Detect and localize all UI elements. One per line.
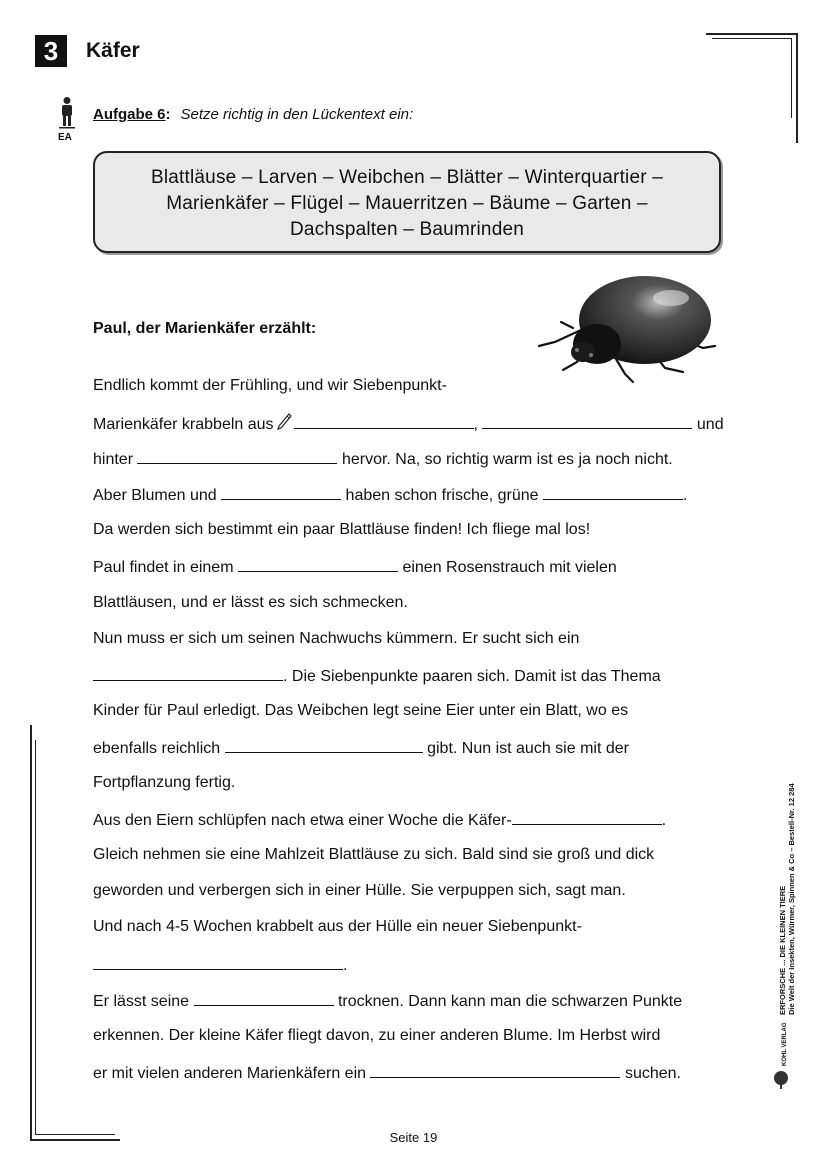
blank-field[interactable] — [370, 1063, 620, 1078]
frame-bottom-left-v1 — [30, 725, 32, 1140]
chapter-number: 3 — [35, 35, 67, 67]
task-instruction: Setze richtig in den Lückentext ein: — [180, 106, 414, 123]
text-segment: Da werden sich bestimmt ein paar Blattläuse finden! Ich fliege mal los! — [93, 521, 591, 538]
text-segment: Endlich kommt der Frühling, und wir Siebenpunkt- — [93, 377, 447, 394]
blank-field[interactable] — [543, 485, 683, 500]
page-number: Seite 19 — [389, 1130, 438, 1145]
text-segment: . — [683, 487, 688, 504]
text-segment: hervor. Na, so richtig warm ist es ja noch nicht. — [341, 451, 673, 468]
text-line — [93, 557, 617, 577]
text-line — [93, 774, 235, 792]
frame-top-right-h1 — [706, 33, 796, 35]
text-segment: . Die Siebenpunkte paaren sich. Damit ist das Thema — [283, 668, 661, 685]
text-line — [93, 521, 590, 539]
text-line — [93, 377, 447, 395]
text-segment: er mit vielen anderen Marienkäfern ein — [93, 1065, 367, 1082]
pencil-icon — [276, 413, 292, 431]
text-segment: hinter — [93, 451, 134, 468]
word-line: Marienkäfer – Flügel – Mauerritzen – Bäume – Garten – — [166, 193, 648, 214]
text-line — [93, 630, 579, 648]
text-line — [93, 702, 628, 720]
text-line — [93, 413, 724, 434]
blank-field[interactable] — [221, 485, 341, 500]
text-segment: geworden und verbergen sich in einer Hülle. Sie verpuppen sich, sagt man. — [93, 882, 626, 899]
text-segment: erkennen. Der kleine Käfer fliegt davon, zu einer anderen Blume. Im Herbst wird — [93, 1027, 661, 1044]
text-segment: Er lässt seine — [93, 993, 190, 1010]
text-line — [93, 991, 682, 1011]
text-segment: Nun muss er sich um seinen Nachwuchs kümmern. Er sucht sich ein — [93, 630, 580, 647]
text-segment: Blattläusen, und er lässt es sich schmecken. — [93, 594, 408, 611]
text-segment: , — [473, 416, 478, 433]
blank-field[interactable] — [512, 810, 662, 825]
person-icon — [58, 96, 76, 132]
text-line — [93, 738, 629, 758]
blank-field[interactable] — [93, 955, 343, 970]
word-line: Blattläuse – Larven – Weibchen – Blätter – Winterquartier – — [150, 167, 664, 188]
text-segment: einen Rosenstrauch mit vielen — [402, 559, 617, 576]
text-line — [93, 918, 582, 936]
side-publisher-info — [778, 715, 796, 1015]
text-segment: suchen. — [624, 1065, 681, 1082]
text-segment: . — [661, 812, 667, 829]
text-line — [93, 594, 408, 612]
text-segment: ebenfalls reichlich — [93, 740, 221, 757]
text-segment: Marienkäfer krabbeln aus — [93, 416, 274, 433]
beetle-illustration — [533, 270, 718, 385]
frame-top-right-v2 — [791, 38, 792, 118]
text-line — [93, 810, 666, 830]
text-segment: haben schon frische, grüne — [345, 487, 539, 504]
text-segment: Paul findet in einem — [93, 559, 234, 576]
word-box — [93, 151, 721, 253]
task-label: Aufgabe 6 — [93, 106, 166, 123]
blank-field[interactable] — [93, 666, 283, 681]
text-line — [93, 1027, 660, 1045]
task-line — [93, 106, 413, 123]
frame-bottom-left-v2 — [35, 740, 36, 1135]
text-line — [93, 955, 347, 975]
text-line — [93, 666, 661, 686]
text-segment: gibt. Nun ist auch sie mit der — [427, 740, 629, 757]
text-segment: Fortpflanzung fertig. — [93, 774, 236, 791]
publisher-logo-icon — [770, 1068, 792, 1090]
blank-field[interactable] — [194, 991, 334, 1006]
text-line — [93, 1063, 681, 1083]
text-segment: Gleich nehmen sie eine Mahlzeit Blattläuse zu sich. Bald sind sie groß und dick — [93, 846, 655, 863]
side-line-1: ERFORSCHE ... DIE KLEINEN TIERE — [778, 885, 787, 1015]
story-title: Paul, der Marienkäfer erzählt: — [93, 320, 317, 337]
text-line — [93, 485, 687, 505]
blank-field[interactable] — [238, 557, 398, 572]
task-colon: : — [165, 106, 171, 123]
chapter-title: Käfer — [86, 39, 140, 62]
frame-top-right-h2 — [712, 38, 792, 39]
blank-field[interactable] — [225, 738, 423, 753]
text-line — [93, 882, 626, 900]
text-segment: und — [696, 416, 724, 433]
text-segment: . — [343, 957, 348, 974]
ea-label: EA — [58, 132, 72, 143]
publisher-label: KOHL VERLAG — [782, 1022, 788, 1066]
side-line-2: Die Welt der Insekten, Würmer, Spinnen & Co – Bestell-Nr. 12 284 — [787, 783, 796, 1015]
frame-top-right-v1 — [796, 33, 798, 143]
text-line — [93, 846, 654, 864]
text-segment: Aber Blumen und — [93, 487, 217, 504]
text-segment: Kinder für Paul erledigt. Das Weibchen legt seine Eier unter ein Blatt, wo es — [93, 702, 629, 719]
text-segment: trocknen. Dann kann man die schwarzen Punkte — [337, 993, 683, 1010]
blank-field[interactable] — [482, 414, 692, 429]
text-line — [93, 449, 673, 469]
word-line: Dachspalten – Baumrinden — [290, 219, 524, 240]
blank-field[interactable] — [294, 414, 474, 429]
text-segment: Aus den Eiern schlüpfen nach etwa einer Woche die Käfer- — [93, 812, 512, 829]
text-segment: Und nach 4-5 Wochen krabbelt aus der Hülle ein neuer Siebenpunkt- — [93, 918, 582, 935]
blank-field[interactable] — [137, 449, 337, 464]
